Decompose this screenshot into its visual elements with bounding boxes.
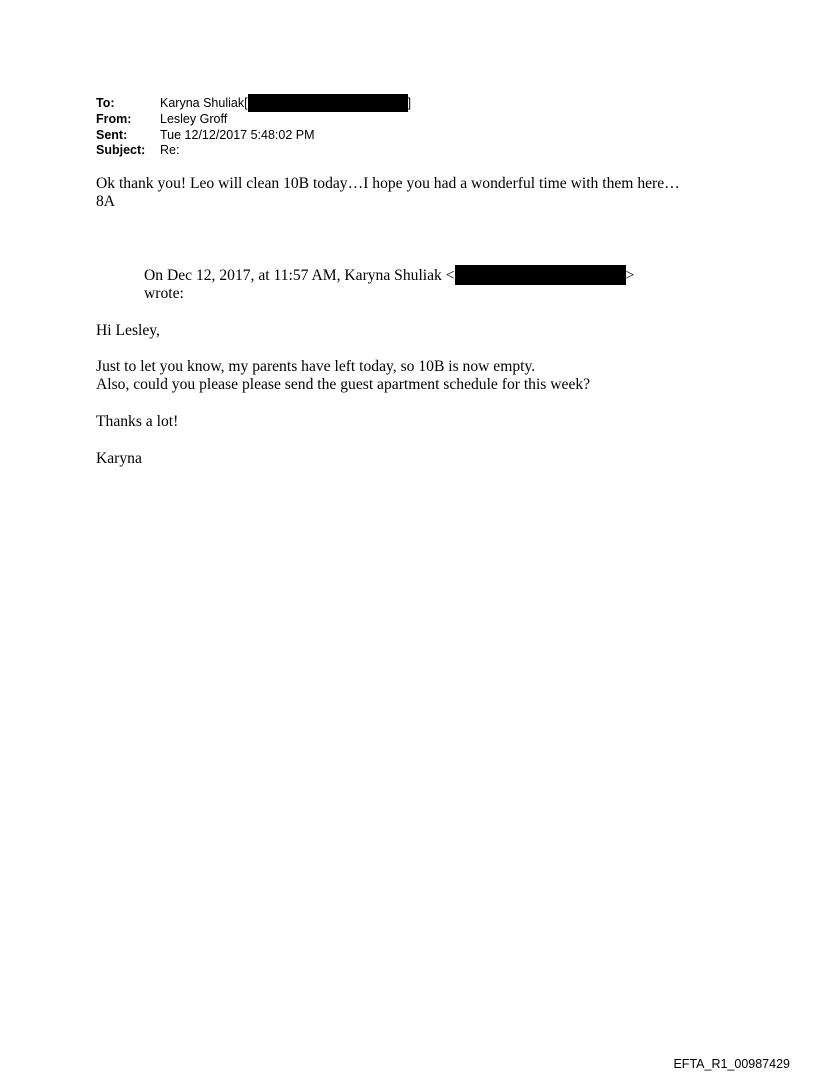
from-row <box>96 112 411 128</box>
sent-value: Tue 12/12/2017 5:48:02 PM <box>160 127 315 142</box>
reply-line-2: 8A <box>96 193 116 210</box>
to-label: To: <box>96 96 115 110</box>
document-id: EFTA_R1_00987429 <box>673 1057 790 1071</box>
reply-line-1: Ok thank you! Leo will clean 10B today…I hope you had a wonderful time with them here… <box>96 175 680 192</box>
email-header <box>96 96 411 159</box>
greeting: Hi Lesley, <box>96 322 160 339</box>
thanks-line: Thanks a lot! <box>96 413 179 430</box>
from-value: Lesley Groff <box>160 112 228 126</box>
to-row <box>96 96 411 112</box>
subject-label: Subject: <box>96 143 146 157</box>
redaction-box <box>248 94 408 112</box>
body-line-1: Just to let you know, my parents have left today, so 10B is now empty. <box>96 358 536 375</box>
sent-label: Sent: <box>96 127 128 142</box>
quote-header-line-2: wrote: <box>144 285 184 302</box>
body-line-2: Also, could you please please send the guest apartment schedule for this week? <box>96 376 591 393</box>
signature: Karyna <box>96 450 142 467</box>
quote-header-prefix: On Dec 12, 2017, at 11:57 AM, Karyna Shuliak < <box>144 267 455 284</box>
quote-header-suffix: > <box>625 267 635 284</box>
subject-row <box>96 143 411 159</box>
subject-value: Re: <box>160 143 180 157</box>
redaction-box <box>455 265 626 285</box>
to-value: Karyna Shuliak[ <box>160 96 248 110</box>
quote-header-line-1 <box>144 267 634 285</box>
sent-row <box>96 128 411 144</box>
from-label: From: <box>96 112 132 126</box>
to-close-bracket: ] <box>407 96 412 110</box>
